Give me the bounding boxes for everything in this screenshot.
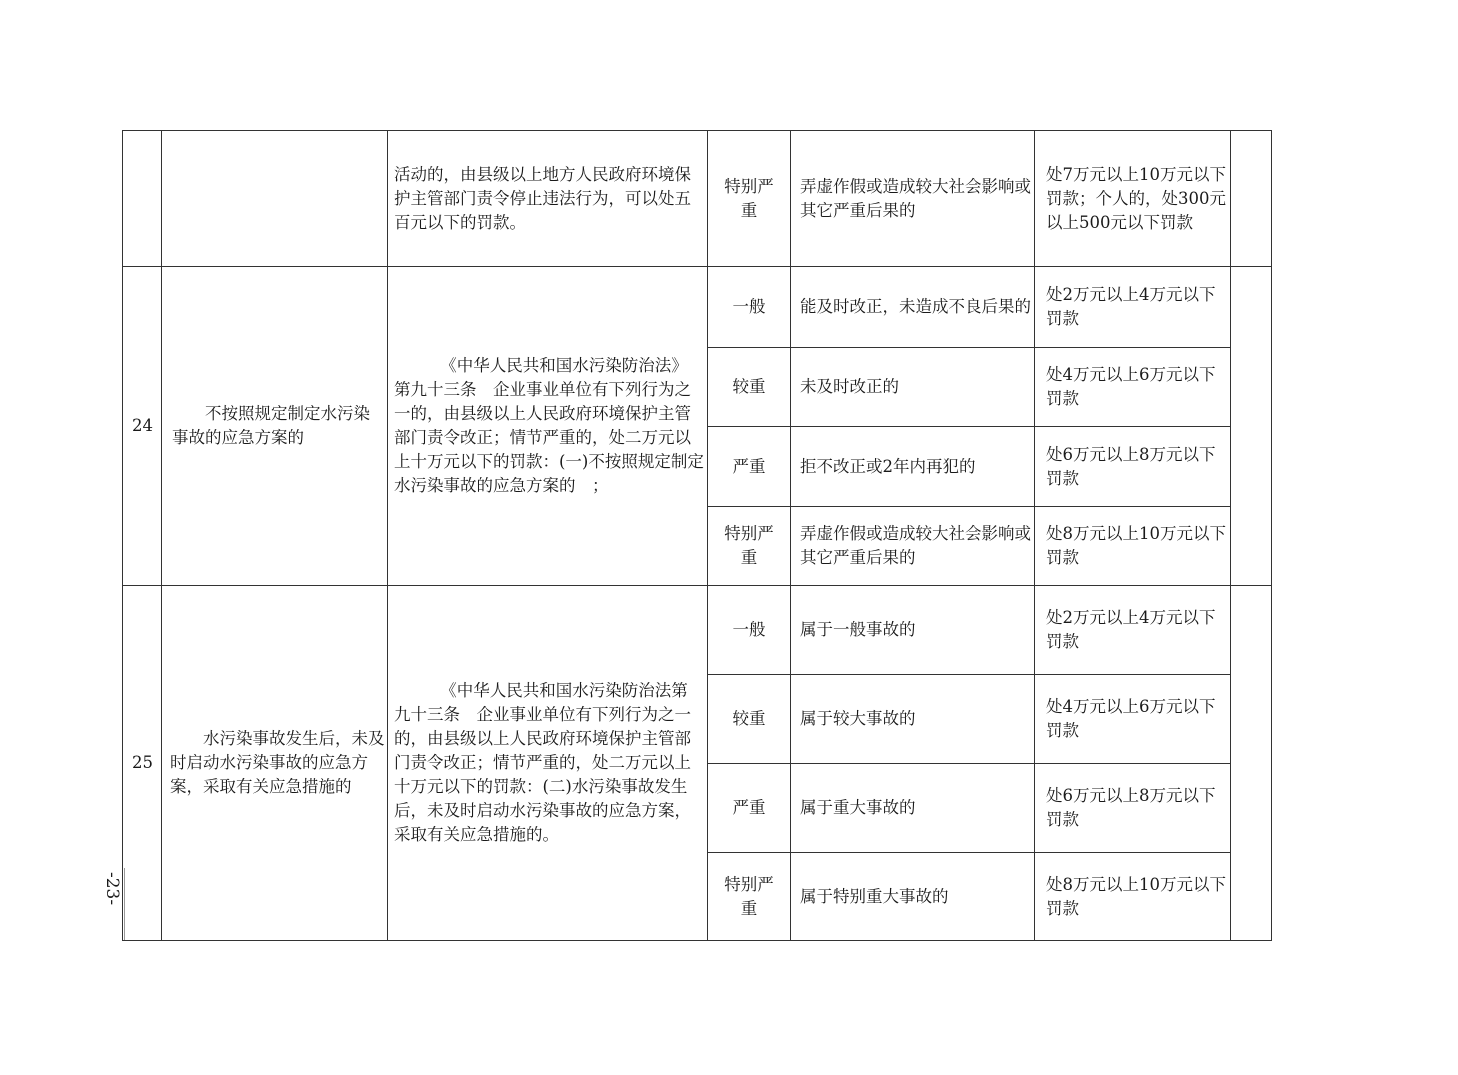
penalty-cell: 处2万元以上4万元以下罚款 <box>1035 586 1231 675</box>
penalty-cell: 处4万元以上6万元以下罚款 <box>1035 675 1231 764</box>
page-number-rule <box>124 868 125 940</box>
page-number: -23- <box>102 872 122 906</box>
circumstance-cell: 属于重大事故的 <box>791 764 1035 853</box>
legal-basis-text: 《中华人民共和国水污染防治法第九十三条 企业事业单位有下列行为之一的，由县级以上人民政府环境保护主管部门责令改正；情节严重的，处二万元以上十万元以下的罚款：(二)水污染事故发生后，未及时启动水污染事故的应急方案，采取有关应急措施的。 <box>394 681 691 844</box>
penalty-cell: 处8万元以上10万元以下罚款 <box>1035 853 1231 941</box>
severity-level-cell: 严重 <box>708 764 791 853</box>
penalty-cell: 处8万元以上10万元以下罚款 <box>1035 507 1231 586</box>
row-number-cell <box>123 131 162 267</box>
row-number-cell: 25 <box>123 586 162 941</box>
violation-cell <box>162 131 388 267</box>
penalty-cell: 处2万元以上4万元以下罚款 <box>1035 267 1231 348</box>
row-number-cell: 24 <box>123 267 162 586</box>
circumstance-cell: 属于较大事故的 <box>791 675 1035 764</box>
penalty-standards-table <box>122 130 1272 941</box>
penalty-cell: 处4万元以上6万元以下罚款 <box>1035 348 1231 427</box>
severity-level-cell: 特别严重 <box>708 853 791 941</box>
remarks-cell <box>1231 586 1272 941</box>
circumstance-cell: 属于特别重大事故的 <box>791 853 1035 941</box>
circumstance-cell: 弄虚作假或造成较大社会影响或其它严重后果的 <box>791 131 1035 267</box>
circumstance-cell: 弄虚作假或造成较大社会影响或其它严重后果的 <box>791 507 1035 586</box>
penalty-cell: 处6万元以上8万元以下罚款 <box>1035 764 1231 853</box>
severity-level-cell: 一般 <box>708 586 791 675</box>
severity-level-cell: 特别严重 <box>708 131 791 267</box>
legal-basis-cell <box>388 586 708 941</box>
remarks-cell <box>1231 131 1272 267</box>
legal-basis-cell <box>388 267 708 586</box>
severity-level-cell: 特别严重 <box>708 507 791 586</box>
severity-level-cell: 较重 <box>708 348 791 427</box>
violation-text: 水污染事故发生后，未及时启动水污染事故的应急方案，采取有关应急措施的 <box>170 729 385 796</box>
circumstance-cell: 未及时改正的 <box>791 348 1035 427</box>
table-row <box>123 586 1272 675</box>
legal-basis-cell: 活动的，由县级以上地方人民政府环境保护主管部门责令停止违法行为，可以处五百元以下的罚款。 <box>388 131 708 267</box>
penalty-cell: 处7万元以上10万元以下罚款；个人的，处300元以上500元以下罚款 <box>1035 131 1231 267</box>
remarks-cell <box>1231 267 1272 586</box>
circumstance-cell: 拒不改正或2年内再犯的 <box>791 427 1035 507</box>
circumstance-cell: 能及时改正，未造成不良后果的 <box>791 267 1035 348</box>
severity-level-cell: 严重 <box>708 427 791 507</box>
severity-level-cell: 较重 <box>708 675 791 764</box>
table-row <box>123 131 1272 267</box>
legal-basis-text: 《中华人民共和国水污染防治法》第九十三条 企业事业单位有下列行为之一的，由县级以上人民政府环境保护主管部门责令改正；情节严重的，处二万元以上十万元以下的罚款：(一)不按照规定制定水污染事故的应急方案的 ； <box>394 356 704 495</box>
table-row <box>123 267 1272 348</box>
penalty-cell: 处6万元以上8万元以下罚款 <box>1035 427 1231 507</box>
violation-cell <box>162 586 388 941</box>
violation-text: 不按照规定制定水污染事故的应急方案的 <box>172 404 370 447</box>
violation-cell <box>162 267 388 586</box>
severity-level-cell: 一般 <box>708 267 791 348</box>
circumstance-cell: 属于一般事故的 <box>791 586 1035 675</box>
